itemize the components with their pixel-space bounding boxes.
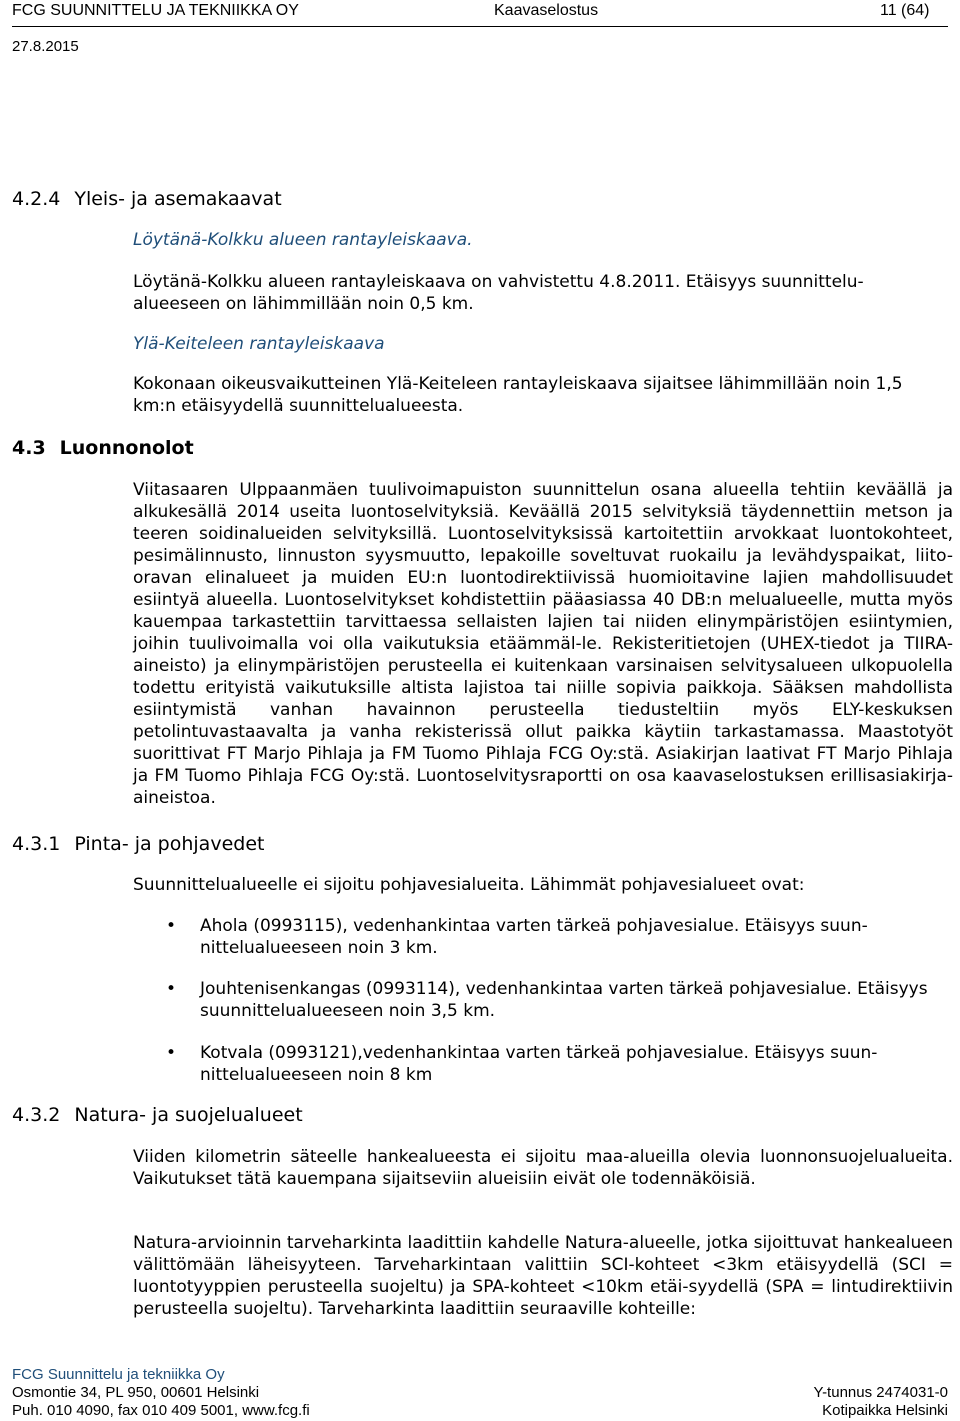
list-item <box>166 1042 940 1086</box>
section-heading-4-3-1 <box>12 833 264 855</box>
header-doc-type: Kaavaselostus <box>494 2 599 19</box>
header-date: 27.8.2015 <box>12 38 79 55</box>
list-item <box>166 915 940 959</box>
list-item-text: Kotvala (0993121),vedenhankintaa varten tärkeä pohjavesialue. Etäisyys suun-nittelualueeseen noin 8 km <box>200 1043 878 1085</box>
paragraph-yla-keitele: Kokonaan oikeusvaikutteinen Ylä-Keiteleen rantayleiskaava sijaitsee lähimmillään noin 1,5 km:n etäisyydellä suunnittelualueesta. <box>133 374 903 416</box>
footer-company: FCG Suunnittelu ja tekniikka Oy <box>12 1366 225 1383</box>
header-company: FCG SUUNNITTELU JA TEKNIIKKA OY <box>12 2 299 19</box>
footer-address: Osmontie 34, PL 950, 00601 Helsinki <box>12 1384 260 1401</box>
paragraph-natura-arviointi: Natura-arvioinnin tarveharkinta laadittiin kahdelle Natura-alueelle, jotka sijoittuvat hankealueen välittömään läheisyyteen. Tarveharkintaan valittiin SCI-kohteet <3km etäisyydellä (SCI = luontotyyppien perusteella suojeltu) ja SPA-kohteet <10km etäi-syydellä (SPA = lintudirektiivin perusteella suojeltu). Tarveharkinta laadittiin seuraaville kohteille: <box>133 1233 953 1319</box>
footer-phone: Puh. 010 4090, fax 010 409 5001, www.fcg.fi <box>12 1402 310 1419</box>
section-number: 4.2.4 <box>12 188 61 210</box>
section-heading-4-3 <box>12 437 194 459</box>
bullet-icon: • <box>166 916 177 936</box>
section-number: 4.3 <box>12 437 46 459</box>
list-item <box>166 978 940 1022</box>
groundwater-list <box>166 915 940 1095</box>
subheading-loytana-kolkku: Löytänä-Kolkku alueen rantayleiskaava. <box>133 230 473 250</box>
section-title: Luonnonolot <box>59 437 194 459</box>
list-item-text: Jouhtenisenkangas (0993114), vedenhankintaa varten tärkeä pohjavesialue. Etäisyys suunnittelualueeseen noin 3,5 km. <box>200 979 928 1021</box>
paragraph-luontoselvitykset: Viitasaaren Ulppaanmäen tuulivoimapuiston suunnittelun osana alueella tehtiin keväällä ja alkukesällä 2014 useita luontoselvityksiä. Keväällä 2015 selvityksiä täydennettiin metson ja teeren soidinalueiden selvityksillä. Luontoselvityksissä kartoitettiin arvokkaat luontokohteet, pesimälinnusto, linnuston syysmuutto, lepakoille soveltuvat ruokailu ja levähdyspaikat, liito-oravan elinalueet ja muiden EU:n luontodirektiivissä huomioitavine lajien mahdollisuudet esiintyä alueella. Luontoselvitykset kohdistettiin pääasiassa 40 DB:n melualueelle, mutta myös kauempaa tarkastettiin tarvittaessa sellaisten lajien tai niiden elinympäristöjen esiintymien, joihin tuulivoimalla voi olla vaikutuksia etäämmäl-le. Rekisteritietojen (UHEX-tiedot ja TIIRA-aineisto) ja elinympäristöjen perusteella ei kuitenkaan varsinaisen selvitysalueen ulkopuolella todettu erityistä vaikutuksille altista lajistoa tai niille sopivia paikkoja. Sääksen mahdollista esiintymistä vanhan havainnon perusteella tiedusteltiin myös ELY-keskuksen petolintuvastaavalta ja vanha rekisterissä ollut paikka käytiin tarkastamassa. Maastotyöt suorittivat FT Marjo Pihlaja ja FM Tuomo Pihlaja FCG Oy:stä. Asiakirjan laativat FT Marjo Pihlaja ja FM Tuomo Pihlaja FCG Oy:stä. Luontoselvitysraportti on osa kaavaselostuksen erillisasiakirja-aineistoa. <box>133 480 953 808</box>
bullet-icon: • <box>166 979 177 999</box>
footer-domicile: Kotipaikka Helsinki <box>822 1402 948 1419</box>
list-item-text: Ahola (0993115), vedenhankintaa varten tärkeä pohjavesialue. Etäisyys suun-nittelualueeseen noin 3 km. <box>200 916 868 958</box>
section-heading-4-2-4 <box>12 188 282 210</box>
paragraph-luonnonsuojelualueet: Viiden kilometrin säteelle hankealueesta ei sijoitu maa-alueilla olevia luonnonsuojelualueita. Vaikutukset tätä kauempana sijaitseviin alueisiin eivät ole todennäköisiä. <box>133 1147 953 1189</box>
section-title: Pinta- ja pohjavedet <box>74 833 265 855</box>
section-number: 4.3.2 <box>12 1104 61 1126</box>
header-page-number: 11 (64) <box>880 2 930 19</box>
section-heading-4-3-2 <box>12 1104 303 1126</box>
section-title: Natura- ja suojelualueet <box>74 1104 303 1126</box>
section-title: Yleis- ja asemakaavat <box>74 188 282 210</box>
section-number: 4.3.1 <box>12 833 61 855</box>
subheading-yla-keitele: Ylä-Keiteleen rantayleiskaava <box>133 334 385 354</box>
paragraph-loytana-kolkku: Löytänä-Kolkku alueen rantayleiskaava on vahvistettu 4.8.2011. Etäisyys suunnittelu-alueeseen on lähimmillään noin 0,5 km. <box>133 272 864 314</box>
paragraph-pohjavesialueet: Suunnittelualueelle ei sijoitu pohjavesialueita. Lähimmät pohjavesialueet ovat: <box>133 875 805 895</box>
bullet-icon: • <box>166 1043 177 1063</box>
header-rule <box>12 26 948 27</box>
footer-ytunnus: Y-tunnus 2474031-0 <box>813 1384 948 1401</box>
